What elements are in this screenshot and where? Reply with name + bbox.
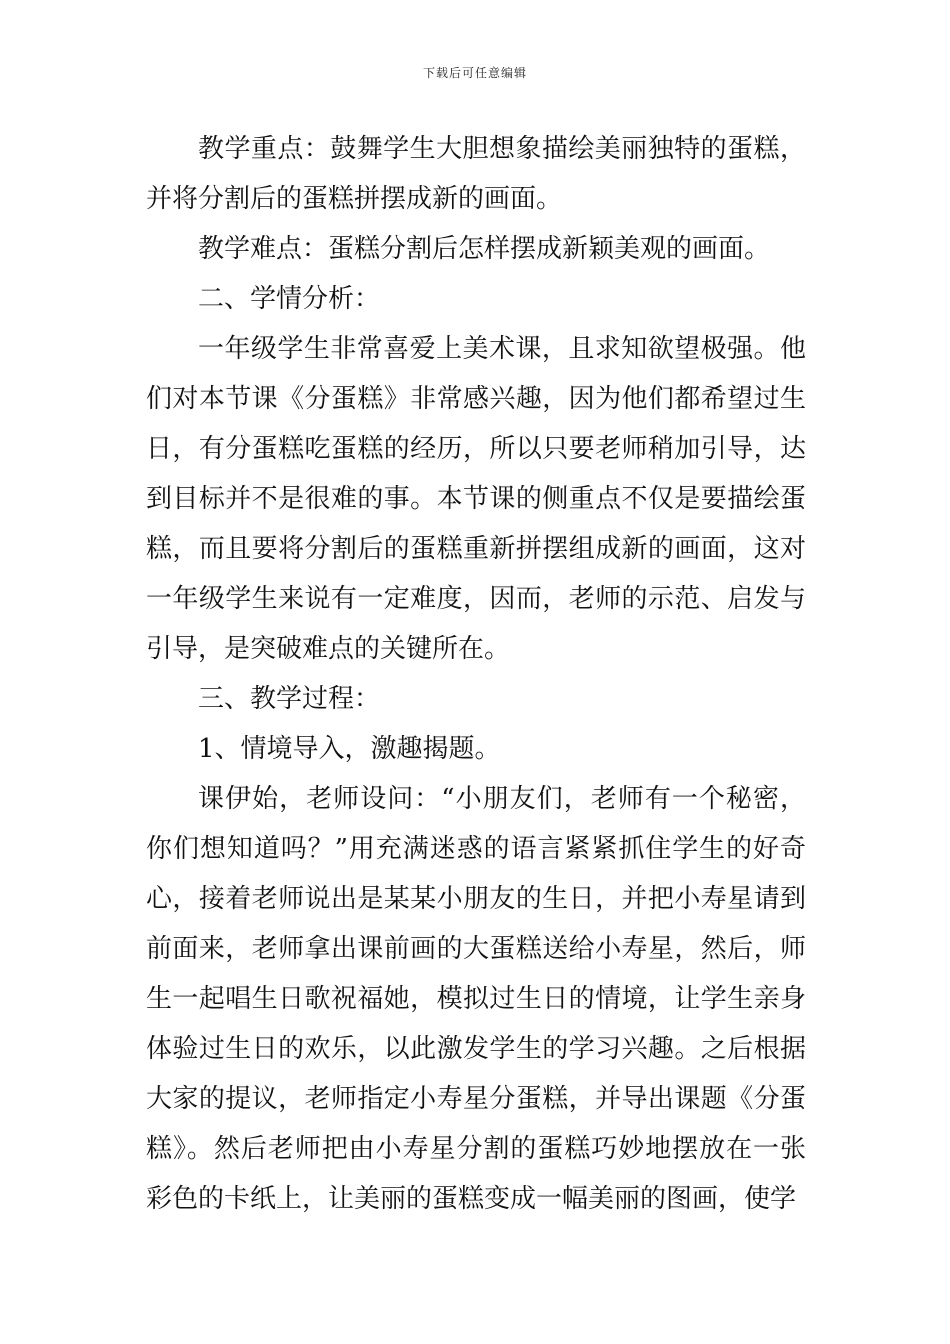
paragraph-lesson-intro: 课伊始，老师设问：“小朋友们，老师有一个秘密，你们想知道吗？”用充满迷惑的语言紧紧抓住学生的好奇心，接着老师说出是某某小朋友的生日，并把小寿星请到前面来，老师拿出课前画的大蛋糕送给小寿星，然后，师生一起唱生日歌祝福她，模拟过生日的情境，让学生亲身体验过生日的欢乐，以此激发学生的学习兴趣。之后根据大家的提议，老师指定小寿星分蛋糕，并导出课题《分蛋糕》。然后老师把由小寿星分割的蛋糕巧妙地摆放在一张彩色的卡纸上，让美丽的蛋糕变成一幅美丽的图画，使学 [146,784,806,1214]
paragraph-teaching-focus: 教学重点：鼓舞学生大胆想象描绘美丽独特的蛋糕，并将分割后的蛋糕拼摆成新的画面。 [146,134,806,214]
header-note: 下载后可任意编辑 [422,66,527,80]
document-body [146,124,806,1224]
paragraph-teaching-difficulty: 教学难点：蛋糕分割后怎样摆成新颖美观的画面。 [198,234,771,264]
paragraph-student-analysis: 一年级学生非常喜爱上美术课，且求知欲望极强。他们对本节课《分蛋糕》非常感兴趣，因为他们都希望过生日，有分蛋糕吃蛋糕的经历，所以只要老师稍加引导，达到目标并不是很难的事。本节课的侧重点不仅是要描绘蛋糕，而且要将分割后的蛋糕重新拼摆组成新的画面，这对一年级学生来说有一定难度，因而，老师的示范、启发与引导，是突破难点的关键所在。 [146,334,806,664]
section-heading-student-analysis: 二、学情分析： [198,284,381,314]
section-heading-teaching-process: 三、教学过程： [198,684,381,714]
subheading-situation-intro: 1、情境导入，激趣揭题。 [198,734,501,764]
